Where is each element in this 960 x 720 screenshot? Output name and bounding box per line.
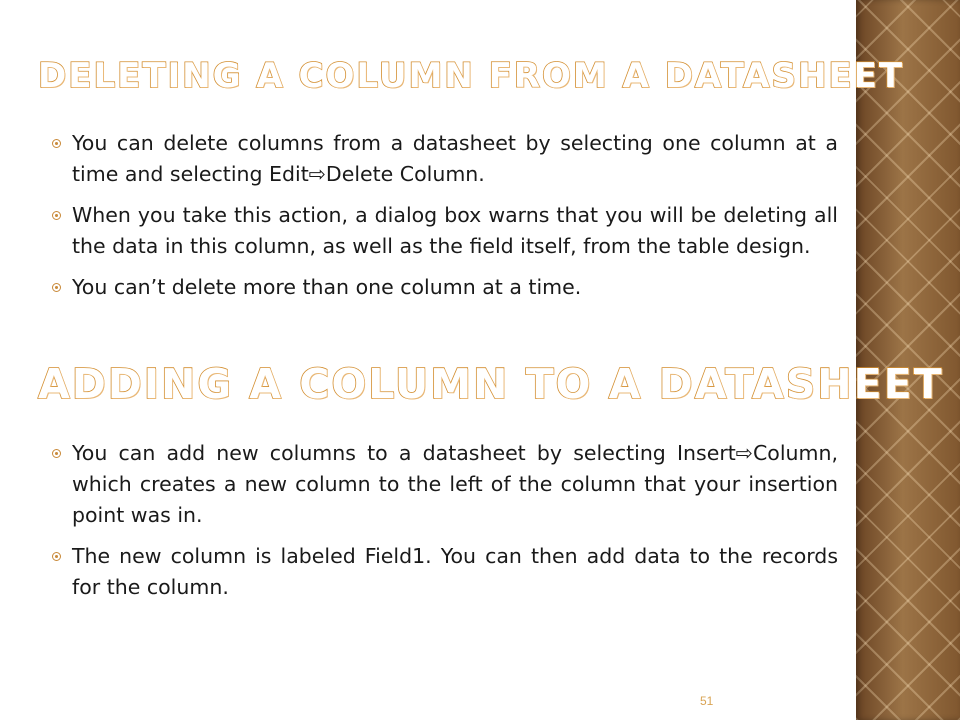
bullet-list-deleting-column (52, 128, 838, 313)
page-number: 51 (700, 694, 714, 708)
bullet-item (52, 541, 838, 603)
bullet-item (52, 200, 838, 262)
bullet-list-adding-column (52, 438, 838, 613)
bullet-icon (52, 449, 61, 458)
bullet-item (52, 128, 838, 190)
bullet-text: When you take this action, a dialog box warns that you will be deleting all the data in this column, as well as the field itself, from the table design. (72, 203, 838, 258)
bullet-text: You can add new columns to a datasheet by selecting Insert⇨Column, which creates a new column to the left of the column that your insertion point was in. (72, 441, 838, 527)
section-title-adding-column: ADDING A COLUMN TO A DATASHEET (38, 360, 944, 408)
bullet-item (52, 438, 838, 531)
bullet-text: You can delete columns from a datasheet by selecting one column at a time and selecting Edit⇨Delete Column. (72, 131, 838, 186)
bullet-text: The new column is labeled Field1. You can then add data to the records for the column. (72, 544, 838, 599)
section-title-deleting-column: DELETING A COLUMN FROM A DATASHEET (38, 56, 905, 96)
bullet-item (52, 272, 838, 303)
bullet-icon (52, 211, 61, 220)
bullet-text: You can’t delete more than one column at a time. (72, 275, 582, 299)
bullet-icon (52, 552, 61, 561)
bullet-icon (52, 283, 61, 292)
bullet-icon (52, 139, 61, 148)
